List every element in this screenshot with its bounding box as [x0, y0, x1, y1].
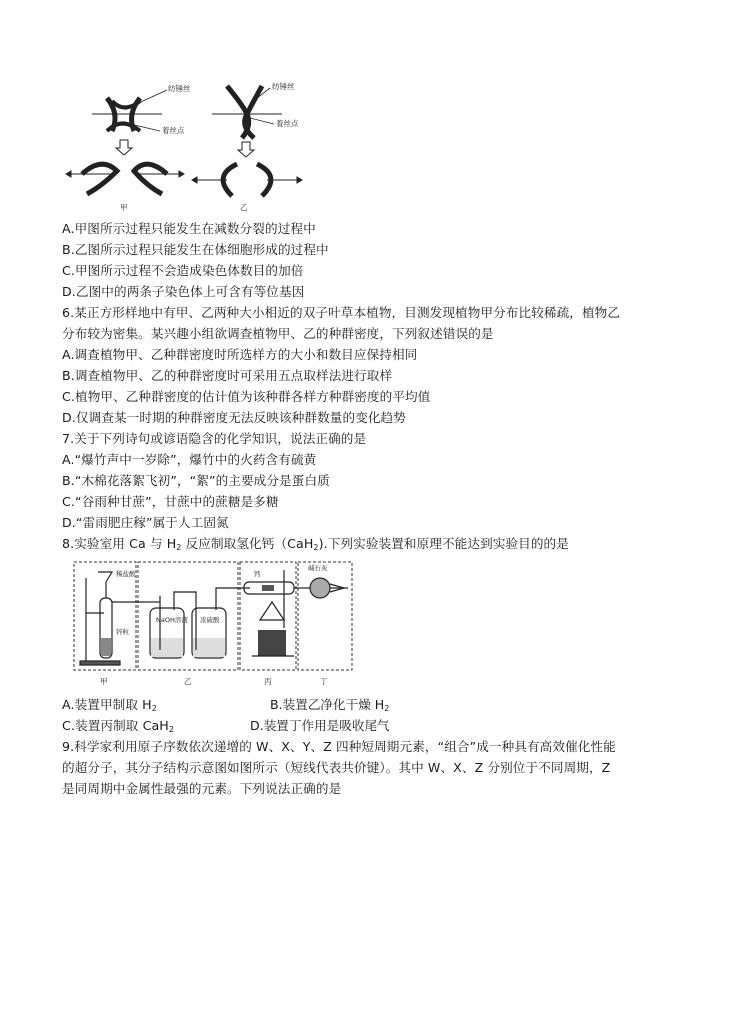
figure-label-yi: 乙 — [240, 203, 248, 212]
arrow-down-icon — [116, 140, 132, 155]
panel-label-yi: 乙 — [184, 677, 192, 686]
q8-option-d: D.装置丁作用是吸收尾气 — [250, 718, 390, 733]
q9-line3: 是同周期中金属性最强的元素。下列说法正确的是 — [62, 781, 342, 796]
q7-option-a: A.“爆竹声中一岁除”，爆竹中的火药含有硫黄 — [62, 452, 317, 467]
q5-option-a: A.甲图所示过程只能发生在减数分裂的过程中 — [62, 221, 316, 236]
figure-yi-lower — [192, 164, 302, 196]
figure-label-jia: 甲 — [120, 203, 128, 212]
q7-stem: 7.关于下列诗句或谚语隐含的化学知识，说法正确的是 — [62, 431, 367, 446]
q6-option-c: C.植物甲、乙种群密度的估计值为该种群各样方种群密度的平均值 — [62, 389, 431, 404]
label-soda-lime: 碱石灰 — [308, 564, 328, 572]
q6-stem-line2: 分布较为密集。某兴趣小组欲调查植物甲、乙的种群密度，下列叙述错误的是 — [62, 326, 494, 341]
q5-option-b: B.乙图所示过程只能发生在体细胞形成的过程中 — [62, 242, 329, 257]
panel-label-ding: 丁 — [320, 677, 328, 686]
chromosome-figure — [62, 76, 342, 216]
apparatus-jia — [80, 572, 144, 665]
figure-jia-upper — [92, 90, 167, 131]
label-naoh: NaOH溶液 — [156, 616, 188, 624]
q9-line2: 的超分子，其分子结构示意图如图所示（短线代表共价键）。其中 W、X、Z 分别位于不同周期，Z — [62, 760, 611, 775]
q6-option-a: A.调查植物甲、乙种群密度时所选样方的大小和数目应保持相同 — [62, 347, 418, 362]
q7-option-d: D.“雷雨肥庄稼”属于人工固氮 — [62, 515, 229, 530]
q8-option-c: C.装置丙制取 CaH$_2$ — [62, 718, 175, 734]
q8-option-b: B.装置乙净化干燥 $H_2$ — [270, 697, 390, 713]
label-dilute-acid: 稀盐酸 — [116, 570, 136, 578]
apparatus-ding — [294, 578, 348, 598]
figure-yi-upper — [212, 86, 282, 138]
spindle-label-left: 纺锤丝 — [168, 84, 191, 93]
q5-option-d: D.乙图中的两条子染色体上可含有等位基因 — [62, 284, 305, 299]
panel-label-jia: 甲 — [100, 677, 108, 686]
arrow-down-icon — [238, 142, 254, 157]
label-zinc: 锌粒 — [116, 628, 129, 636]
centromere-label-left: 着丝点 — [162, 126, 185, 135]
q6-option-d: D.仅调查某一时期的种群密度无法反映该种群数量的变化趋势 — [62, 410, 406, 425]
spindle-label-right: 纺锤丝 — [272, 82, 295, 91]
q5-option-c: C.甲图所示过程不会造成染色体数目的加倍 — [62, 263, 304, 278]
apparatus-bing — [244, 570, 294, 656]
centromere-label-right: 着丝点 — [276, 119, 299, 128]
q9-line1: 9.科学家利用原子序数依次递增的 W、X、Y、Z 四种短周期元素，“组合”成一种具有高效催化性能 — [62, 739, 616, 754]
q6-stem-line1: 6.某正方形样地中有甲、乙两种大小相近的双子叶草本植物，目测发现植物甲分布比较稀疏，植物乙 — [62, 305, 621, 320]
panel-ding — [298, 562, 352, 670]
q7-option-c: C.“谷雨种甘蔗”，甘蔗中的蔗糖是多糖 — [62, 494, 279, 509]
panel-label-bing: 丙 — [264, 677, 272, 686]
figure-jia-lower — [66, 164, 184, 194]
label-calcium: 钙 — [254, 570, 261, 578]
q6-option-b: B.调查植物甲、乙的种群密度时可采用五点取样法进行取样 — [62, 368, 393, 383]
apparatus-figure — [72, 558, 354, 690]
q8-stem: 8.实验室用 Ca 与 $H_2$ 反应制取氢化钙（CaH$_2$).下列实验装置和原理不能达到实验目的的是 — [62, 536, 569, 552]
q7-option-b: B.“木棉花落絮飞初”，“絮”的主要成分是蛋白质 — [62, 473, 330, 488]
label-h2so4: 浓硫酸 — [200, 616, 220, 624]
q8-option-a: A.装置甲制取 $H_2$ — [62, 697, 157, 713]
